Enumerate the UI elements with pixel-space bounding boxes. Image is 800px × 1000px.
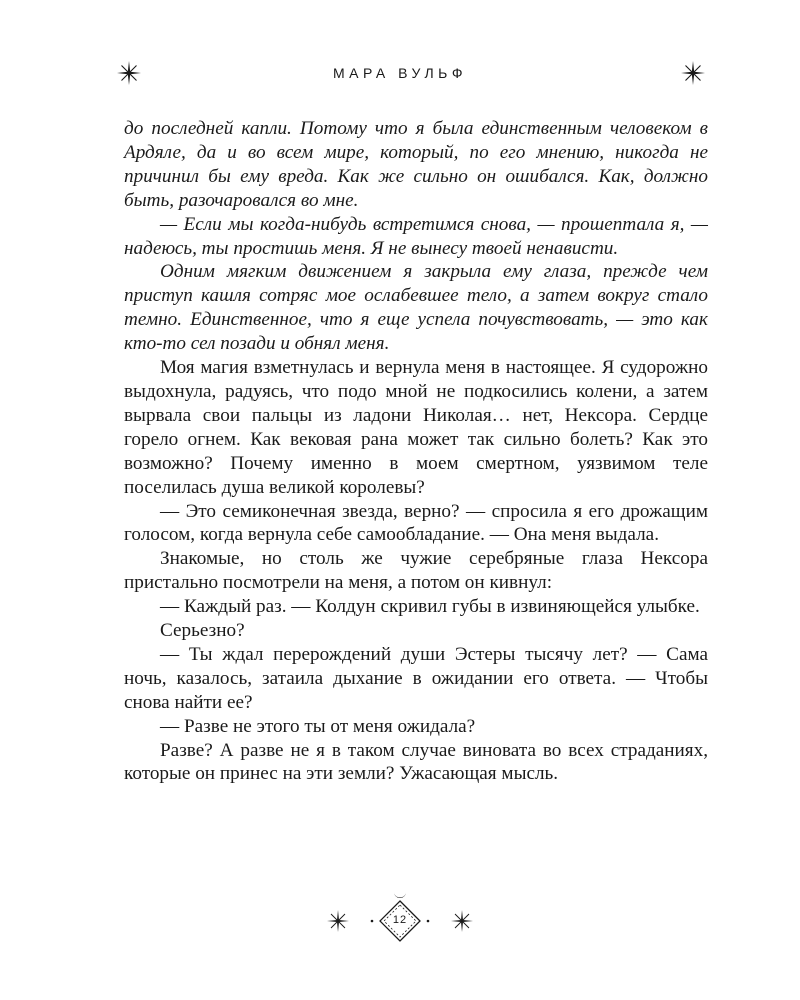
paragraph: — Ты ждал перерождений души Эстеры тысячу лет? — Сама ночь, казалось, затаила дыхание в ожидании его ответа. — Чтобы снова найти ее? (124, 643, 708, 713)
paragraph: — Если мы когда-нибудь встретимся снова, — прошептала я, — надеюсь, ты простишь меня. Я не вынесу твоей ненависти. (124, 213, 708, 259)
paragraph: — Это семиконечная звезда, верно? — спросила я его дрожащим голосом, когда вернула себе самообладание. — Она меня выдала. (124, 500, 708, 546)
book-author-title: МАРА ВУЛЬФ (333, 65, 467, 81)
paragraph: Моя магия взметнулась и вернула меня в настоящее. Я судорожно выдохнула, радуясь, что подо мной не подкосились колени, а затем вырвала свои пальцы из ладони Николая… нет, Нексора. Сердце горело огнем. Как вековая рана может так сильно болеть? Как это возможно? Почему именно в моем смертном, уязвимом теле поселилась душа великой королевы? (124, 357, 708, 498)
paragraph: — Каждый раз. — Колдун скривил губы в извиняющейся улыбке. (160, 596, 700, 618)
paragraph: Одним мягким движением я закрыла ему глаза, прежде чем приступ кашля сотряс мое ослабевшее тело, а затем вокруг стало темно. Единственное, что я еще успела почувствовать, — это как кто-то сел позади и обнял меня. (124, 261, 708, 355)
paragraph: Серьезно? (160, 620, 245, 642)
page-number-ornament (310, 888, 490, 948)
paragraph: — Разве не этого ты от меня ожидала? (160, 715, 476, 737)
star-ornament-icon (680, 60, 706, 86)
running-header (0, 62, 800, 92)
page-number: 12 (392, 914, 408, 926)
paragraph: Разве? А разве не я в таком случае виновата во всех страданиях, которые он принес на эти земли? Ужасающая мысль. (124, 739, 708, 785)
body-text (124, 117, 708, 786)
paragraph: до последней капли. Потому что я была единственным человеком в Ардяле, да и во всем мире, который, по его мнению, никогда не причинил бы ему вреда. Как же сильно он ошибался. Как, должно быть, разочаровался во мне. (124, 118, 708, 211)
paragraph: Знакомые, но столь же чужие серебряные глаза Нексора пристально посмотрели на меня, а потом он кивнул: (124, 548, 708, 594)
